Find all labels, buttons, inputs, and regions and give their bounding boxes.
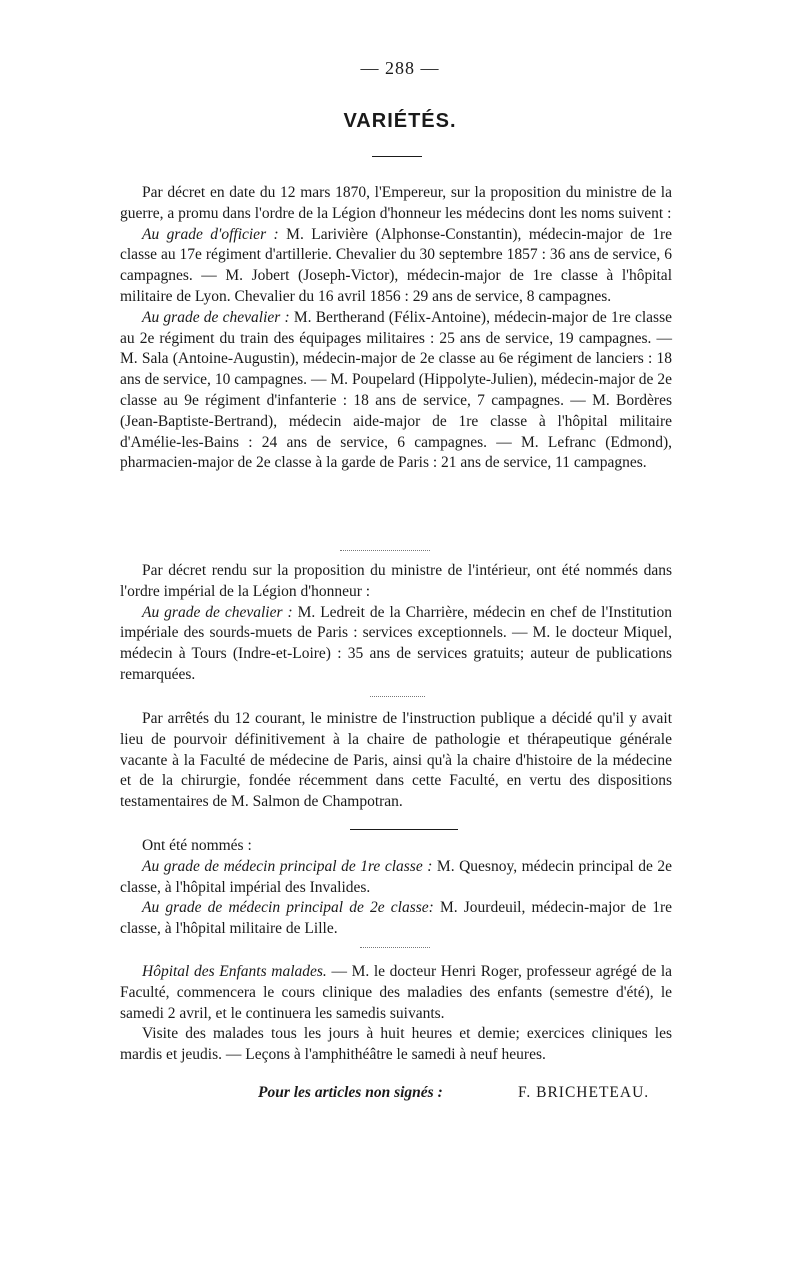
signature-label: Pour les articles non signés : xyxy=(258,1084,443,1101)
page-title: VARIÉTÉS. xyxy=(343,110,457,132)
section-separator xyxy=(370,696,425,697)
section-legion-honneur-guerre xyxy=(120,183,672,474)
section-separator xyxy=(360,947,430,948)
chevalier-label: Au grade de chevalier : xyxy=(142,308,290,326)
paragraph-intro: Par décret en date du 12 mars 1870, l'Empereur, sur la proposition du ministre de la guerre, a promu dans l'ordre de la Légion d'honneur les médecins dont les noms suivent : xyxy=(120,184,672,222)
paragraph-principal-2 xyxy=(120,898,672,940)
paragraph-officier xyxy=(120,225,672,308)
section-legion-honneur-interieur xyxy=(120,561,672,686)
page-number: — 288 — xyxy=(360,58,440,78)
chevalier-label: Au grade de chevalier : xyxy=(142,603,293,621)
nominations-heading: Ont été nommés : xyxy=(142,837,252,854)
paragraph-visite: Visite des malades tous les jours à huit heures et demie; exercices cliniques les mardis et jeudis. — Leçons à l'amphithéâtre le samedi à neuf heures. xyxy=(120,1025,672,1064)
section-separator xyxy=(340,550,430,551)
chevalier-text: M. Bertherand (Félix-Antoine), médecin-major de 1re classe au 2e régiment du train des équipages militaires : 25 ans de service, 19 campagnes. — M. Sala (Antoine-Augustin), médecin-major de 2e classe au 6e régiment de lanciers : 18 ans de service, 10 campagnes. — M. Poupelard (Hippolyte-Julien), médecin-major de 2e classe au 9e régiment d'infanterie : 18 ans de service, 7 campagnes. — M. Bordères (Jean-Baptiste-Bertrand), médecin aide-major de 1re classe à l'hôpital militaire d'Amélie-les-Bains : 24 ans de service, 6 campagnes. — M. Lefranc (Edmond), pharmacien-major de 2e classe à la garde de Paris : 21 ans de service, 11 campagnes. xyxy=(120,308,672,472)
paragraph-chevalier xyxy=(120,603,672,686)
principal-label: Au grade de médecin principal de 1re classe : xyxy=(142,857,433,875)
principal2-label: Au grade de médecin principal de 2e classe: xyxy=(142,899,434,917)
title-divider xyxy=(372,156,422,157)
paragraph-intro: Par décret rendu sur la proposition du ministre de l'intérieur, ont été nommés dans l'ordre impérial de la Légion d'honneur : xyxy=(120,562,672,600)
section-hopital-enfants xyxy=(120,962,672,1066)
hopital-text: — M. le docteur Henri Roger, professeur agrégé de la Faculté, commencera le cours clinique des maladies des enfants (semestre d'été), le samedi 2 avril, et le continuera les samedis suivants. xyxy=(120,963,673,1022)
section-arretes xyxy=(120,709,672,813)
section-nominations xyxy=(120,836,672,940)
section-divider xyxy=(350,829,458,830)
principal-text: M. Quesnoy, médecin principal de 2e classe, à l'hôpital impérial des Invalides. xyxy=(120,857,672,896)
signature-name: F. BRICHETEAU. xyxy=(518,1084,650,1101)
officier-text: M. Larivière (Alphonse-Constantin), médecin-major de 1re classe au 17e régiment d'artillerie. Chevalier du 30 septembre 1857 : 36 ans de service, 6 campagnes. — M. Jobert (Joseph-Victor), médecin-major de 1re classe à l'hôpital militaire de Lyon. Chevalier du 16 avril 1856 : 29 ans de service, 8 campagnes. xyxy=(120,225,672,305)
paragraph-chevalier xyxy=(120,308,672,474)
chevalier-text: M. Ledreit de la Charrière, médecin en chef de l'Institution impériale des sourds-muets de Paris : services exceptionnels. — M. le docteur Miquel, médecin à Tours (Indre-et-Loire) : 35 ans de services gratuits; auteur de publications remarquées. xyxy=(120,603,673,683)
paragraph-arretes: Par arrêtés du 12 courant, le ministre de l'instruction publique a décidé qu'il y avait lieu de pourvoir définitivement à la chaire de pathologie et thérapeutique générale vacante à la Faculté de médecine de Paris, ainsi qu'à la chaire d'histoire de la médecine et de la chirurgie, fondée récemment dans cette Faculté, en vertu des dispositions testamentaires de M. Salmon de Champotran. xyxy=(120,710,672,811)
hopital-label: Hôpital des Enfants malades. xyxy=(142,963,327,980)
paragraph-hopital xyxy=(120,962,672,1024)
paragraph-principal-1 xyxy=(120,857,672,899)
officier-label: Au grade d'officier : xyxy=(142,225,279,243)
principal2-text: M. Jourdeuil, médecin-major de 1re classe, à l'hôpital militaire de Lille. xyxy=(120,899,673,938)
